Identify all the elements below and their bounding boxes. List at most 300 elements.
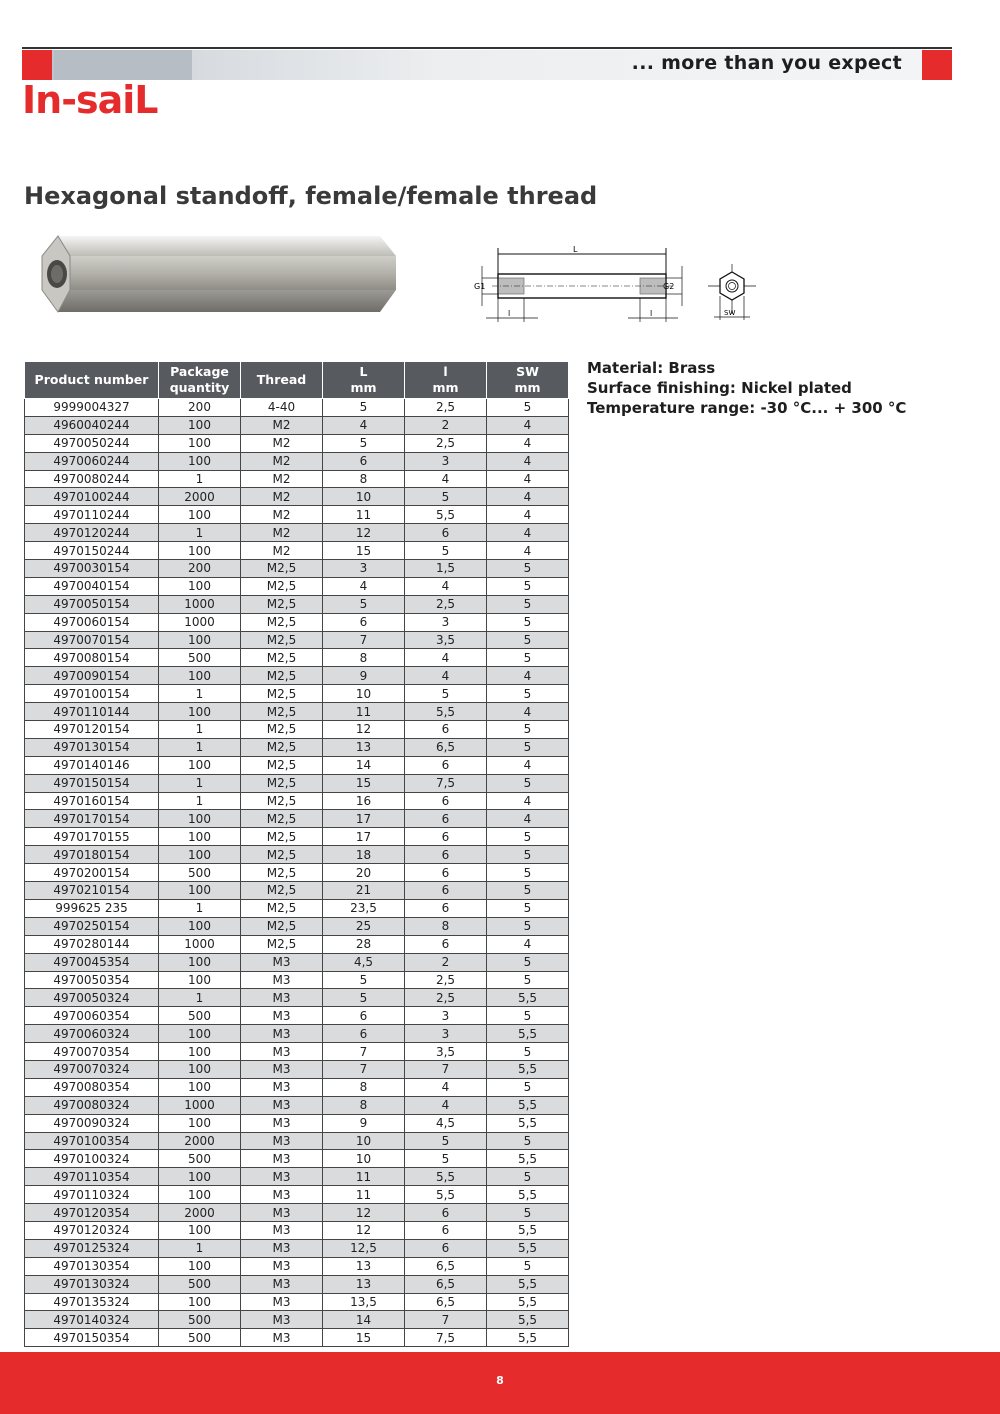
table-row <box>25 1329 569 1347</box>
table-cell: M2,5 <box>241 649 323 667</box>
table-cell: 4970150154 <box>25 774 159 792</box>
table-cell: 5,5 <box>487 1239 569 1257</box>
table-cell: 200 <box>159 560 241 578</box>
table-cell: 5 <box>487 899 569 917</box>
table-row <box>25 1007 569 1025</box>
table-cell: M2,5 <box>241 703 323 721</box>
table-cell: 1 <box>159 685 241 703</box>
table-cell: 4970080154 <box>25 649 159 667</box>
table-cell: M2,5 <box>241 577 323 595</box>
table-cell: 3 <box>323 560 405 578</box>
table-cell: 9999004327 <box>25 399 159 417</box>
table-cell: M3 <box>241 953 323 971</box>
spec-table <box>24 361 569 1347</box>
column-header <box>323 362 405 399</box>
table-cell: 4970160154 <box>25 792 159 810</box>
table-cell: 4970135324 <box>25 1293 159 1311</box>
table-cell: 4970280144 <box>25 935 159 953</box>
table-row <box>25 560 569 578</box>
table-cell: 500 <box>159 649 241 667</box>
table-cell: 1 <box>159 989 241 1007</box>
table-cell: 1 <box>159 792 241 810</box>
table-cell: 100 <box>159 542 241 560</box>
table-cell: 5,5 <box>405 703 487 721</box>
table-cell: 500 <box>159 1007 241 1025</box>
column-header <box>25 362 159 399</box>
table-cell: 100 <box>159 577 241 595</box>
table-cell: 4970130324 <box>25 1275 159 1293</box>
table-row <box>25 452 569 470</box>
table-cell: 5 <box>487 846 569 864</box>
table-cell: 4970250154 <box>25 917 159 935</box>
table-cell: 4970110324 <box>25 1186 159 1204</box>
table-row <box>25 864 569 882</box>
table-cell: 7 <box>405 1311 487 1329</box>
table-cell: 4 <box>487 667 569 685</box>
drawing-label-L: L <box>573 245 578 254</box>
table-row <box>25 774 569 792</box>
header-rule <box>22 47 952 49</box>
table-cell: 4 <box>405 577 487 595</box>
table-cell: 5 <box>405 685 487 703</box>
table-cell: M2 <box>241 488 323 506</box>
table-cell: 4970070354 <box>25 1043 159 1061</box>
header-grey-block <box>54 50 192 80</box>
table-cell: 1000 <box>159 1096 241 1114</box>
table-cell: 4 <box>487 810 569 828</box>
table-cell: 4 <box>487 935 569 953</box>
table-cell: 10 <box>323 1132 405 1150</box>
table-cell: 6 <box>323 613 405 631</box>
table-cell: 100 <box>159 1078 241 1096</box>
table-row <box>25 899 569 917</box>
table-cell: 4970090324 <box>25 1114 159 1132</box>
table-cell: 5 <box>487 577 569 595</box>
table-cell: 5 <box>487 1168 569 1186</box>
table-cell: 4 <box>487 542 569 560</box>
table-cell: 5 <box>487 882 569 900</box>
table-cell: 500 <box>159 864 241 882</box>
table-cell: M3 <box>241 1186 323 1204</box>
table-cell: M2 <box>241 524 323 542</box>
table-cell: 5 <box>323 595 405 613</box>
table-cell: M3 <box>241 1150 323 1168</box>
table-cell: 5 <box>487 953 569 971</box>
table-cell: 1 <box>159 1239 241 1257</box>
table-cell: M3 <box>241 1329 323 1347</box>
table-cell: 3,5 <box>405 631 487 649</box>
table-cell: 4,5 <box>405 1114 487 1132</box>
table-cell: 4970060244 <box>25 452 159 470</box>
table-cell: 100 <box>159 846 241 864</box>
table-cell: 4 <box>487 506 569 524</box>
table-cell: 1 <box>159 470 241 488</box>
table-cell: 16 <box>323 792 405 810</box>
tagline: ... more than you expect <box>631 52 902 74</box>
table-cell: 6 <box>405 864 487 882</box>
table-cell: 4970060154 <box>25 613 159 631</box>
table-cell: 7 <box>323 631 405 649</box>
table-cell: 4970100354 <box>25 1132 159 1150</box>
table-cell: M2,5 <box>241 685 323 703</box>
table-cell: M2,5 <box>241 738 323 756</box>
table-cell: M2,5 <box>241 917 323 935</box>
table-cell: 4970140324 <box>25 1311 159 1329</box>
table-cell: 7,5 <box>405 774 487 792</box>
table-cell: M3 <box>241 1311 323 1329</box>
table-cell: 5 <box>487 595 569 613</box>
table-cell: 8 <box>323 1078 405 1096</box>
table-cell: 12,5 <box>323 1239 405 1257</box>
column-header-line1: Package <box>170 364 229 379</box>
table-cell: 4970110144 <box>25 703 159 721</box>
table-cell: 6,5 <box>405 1293 487 1311</box>
table-cell: 17 <box>323 828 405 846</box>
table-row <box>25 721 569 739</box>
table-cell: 10 <box>323 685 405 703</box>
table-cell: 1 <box>159 738 241 756</box>
table-row <box>25 416 569 434</box>
table-cell: 5 <box>487 774 569 792</box>
table-cell: 4970210154 <box>25 882 159 900</box>
table-cell: 7,5 <box>405 1329 487 1347</box>
standoff-drawing <box>468 240 688 330</box>
table-cell: 200 <box>159 399 241 417</box>
table-cell: 13 <box>323 738 405 756</box>
table-cell: 15 <box>323 774 405 792</box>
table-cell: 100 <box>159 953 241 971</box>
column-header <box>487 362 569 399</box>
table-cell: M2,5 <box>241 756 323 774</box>
surface-finishing-line: Surface finishing: Nickel plated <box>587 379 852 397</box>
table-cell: 100 <box>159 1257 241 1275</box>
table-cell: 4970110354 <box>25 1168 159 1186</box>
table-cell: 5,5 <box>487 1221 569 1239</box>
table-cell: M2 <box>241 434 323 452</box>
table-cell: 5 <box>487 721 569 739</box>
table-cell: 1 <box>159 721 241 739</box>
table-cell: 100 <box>159 810 241 828</box>
table-cell: M2,5 <box>241 899 323 917</box>
table-cell: 8 <box>323 649 405 667</box>
table-cell: 6,5 <box>405 1257 487 1275</box>
table-cell: M2,5 <box>241 613 323 631</box>
table-cell: 5 <box>487 1078 569 1096</box>
table-cell: 4970140146 <box>25 756 159 774</box>
table-cell: 5,5 <box>405 1168 487 1186</box>
table-cell: M2,5 <box>241 828 323 846</box>
table-row <box>25 613 569 631</box>
table-cell: M2,5 <box>241 846 323 864</box>
table-cell: 4970170154 <box>25 810 159 828</box>
table-row <box>25 989 569 1007</box>
table-row <box>25 1078 569 1096</box>
table-cell: 100 <box>159 917 241 935</box>
table-cell: 6 <box>405 882 487 900</box>
table-cell: 5 <box>487 738 569 756</box>
table-cell: M2,5 <box>241 864 323 882</box>
table-cell: 100 <box>159 882 241 900</box>
table-cell: 10 <box>323 488 405 506</box>
table-cell: 5 <box>487 917 569 935</box>
table-cell: 5 <box>323 399 405 417</box>
table-cell: 6 <box>323 1025 405 1043</box>
table-cell: 4970130154 <box>25 738 159 756</box>
table-cell: 4 <box>405 470 487 488</box>
table-cell: 21 <box>323 882 405 900</box>
table-cell: 5 <box>487 1132 569 1150</box>
table-cell: 100 <box>159 756 241 774</box>
table-cell: 5,5 <box>405 1186 487 1204</box>
table-cell: 15 <box>323 1329 405 1347</box>
table-row <box>25 667 569 685</box>
table-cell: 100 <box>159 434 241 452</box>
table-cell: 20 <box>323 864 405 882</box>
table-cell: 13 <box>323 1275 405 1293</box>
table-row <box>25 1204 569 1222</box>
table-row <box>25 1132 569 1150</box>
table-row <box>25 1060 569 1078</box>
table-cell: 4970060354 <box>25 1007 159 1025</box>
table-cell: 4970120324 <box>25 1221 159 1239</box>
table-row <box>25 488 569 506</box>
table-cell: 5,5 <box>487 1114 569 1132</box>
table-cell: 4 <box>405 667 487 685</box>
table-cell: M3 <box>241 1257 323 1275</box>
table-row <box>25 399 569 417</box>
table-cell: 500 <box>159 1275 241 1293</box>
table-cell: 1 <box>159 524 241 542</box>
table-cell: 4970050324 <box>25 989 159 1007</box>
table-cell: 4970120354 <box>25 1204 159 1222</box>
table-cell: 4970150244 <box>25 542 159 560</box>
table-cell: 4970060324 <box>25 1025 159 1043</box>
table-cell: 5 <box>487 1257 569 1275</box>
table-cell: 11 <box>323 506 405 524</box>
table-cell: 5 <box>487 1043 569 1061</box>
table-cell: M2,5 <box>241 774 323 792</box>
table-row <box>25 1186 569 1204</box>
table-cell: M3 <box>241 1043 323 1061</box>
material-line: Material: Brass <box>587 359 716 377</box>
table-cell: 8 <box>405 917 487 935</box>
table-cell: 4970090154 <box>25 667 159 685</box>
table-cell: M3 <box>241 1168 323 1186</box>
table-row <box>25 1096 569 1114</box>
table-cell: M2,5 <box>241 810 323 828</box>
table-cell: 8 <box>323 470 405 488</box>
table-cell: 5,5 <box>487 1096 569 1114</box>
table-row <box>25 577 569 595</box>
page-title: Hexagonal standoff, female/female thread <box>24 182 598 210</box>
table-cell: 5 <box>487 560 569 578</box>
table-cell: 5,5 <box>487 1150 569 1168</box>
table-row <box>25 1150 569 1168</box>
table-cell: 15 <box>323 542 405 560</box>
table-cell: 6 <box>405 810 487 828</box>
column-header-line1: L <box>359 364 368 379</box>
table-cell: 2,5 <box>405 971 487 989</box>
table-row <box>25 1114 569 1132</box>
table-cell: 100 <box>159 971 241 989</box>
table-cell: 5 <box>323 989 405 1007</box>
table-cell: M3 <box>241 989 323 1007</box>
table-cell: 4970100154 <box>25 685 159 703</box>
table-cell: 4970120244 <box>25 524 159 542</box>
table-cell: 1 <box>159 774 241 792</box>
table-cell: M3 <box>241 1221 323 1239</box>
table-cell: 2 <box>405 953 487 971</box>
table-cell: 5 <box>323 434 405 452</box>
table-cell: 5 <box>405 488 487 506</box>
table-cell: 12 <box>323 524 405 542</box>
table-cell: 2000 <box>159 1132 241 1150</box>
table-row <box>25 1239 569 1257</box>
table-cell: 25 <box>323 917 405 935</box>
table-cell: 4960040244 <box>25 416 159 434</box>
table-cell: 6 <box>405 721 487 739</box>
drawing-label-l-left: l <box>508 309 511 318</box>
table-cell: 5 <box>405 1132 487 1150</box>
table-row <box>25 846 569 864</box>
table-cell: 5,5 <box>487 1025 569 1043</box>
table-row <box>25 971 569 989</box>
spec-table-header <box>25 362 569 399</box>
table-cell: 4970080324 <box>25 1096 159 1114</box>
table-cell: 4970070324 <box>25 1060 159 1078</box>
standoff-photo <box>40 228 400 320</box>
table-cell: M2 <box>241 452 323 470</box>
table-cell: M3 <box>241 1114 323 1132</box>
table-cell: 6 <box>405 792 487 810</box>
table-cell: M2,5 <box>241 560 323 578</box>
table-cell: 4970050354 <box>25 971 159 989</box>
table-cell: 4970125324 <box>25 1239 159 1257</box>
table-row <box>25 542 569 560</box>
table-row <box>25 631 569 649</box>
table-cell: 5 <box>323 971 405 989</box>
brand-logo: In-saiL <box>22 78 158 122</box>
table-cell: 4970180154 <box>25 846 159 864</box>
table-cell: 100 <box>159 631 241 649</box>
table-row <box>25 738 569 756</box>
table-cell: 1000 <box>159 613 241 631</box>
table-cell: 4970050154 <box>25 595 159 613</box>
table-row <box>25 506 569 524</box>
table-cell: 10 <box>323 1150 405 1168</box>
table-cell: 100 <box>159 703 241 721</box>
table-cell: 5,5 <box>487 1329 569 1347</box>
table-cell: 500 <box>159 1329 241 1347</box>
table-cell: 4970150354 <box>25 1329 159 1347</box>
table-cell: 4 <box>487 488 569 506</box>
table-cell: 3,5 <box>405 1043 487 1061</box>
table-cell: 14 <box>323 1311 405 1329</box>
table-cell: 5 <box>487 864 569 882</box>
table-cell: 23,5 <box>323 899 405 917</box>
table-cell: 4 <box>487 434 569 452</box>
table-cell: 5 <box>487 685 569 703</box>
table-cell: 4970100244 <box>25 488 159 506</box>
table-cell: 4 <box>487 792 569 810</box>
table-cell: 11 <box>323 703 405 721</box>
table-cell: M2,5 <box>241 595 323 613</box>
table-cell: M3 <box>241 1239 323 1257</box>
table-cell: 5,5 <box>405 506 487 524</box>
table-cell: 2,5 <box>405 434 487 452</box>
table-cell: 6 <box>405 1239 487 1257</box>
table-cell: 4 <box>487 416 569 434</box>
table-row <box>25 1293 569 1311</box>
header-red-block-left <box>22 50 52 80</box>
drawing-label-l-right: l <box>650 309 653 318</box>
table-cell: 2 <box>405 416 487 434</box>
column-header-line1: Product number <box>34 372 149 387</box>
table-cell: 5 <box>405 542 487 560</box>
table-cell: M2,5 <box>241 935 323 953</box>
table-cell: 6,5 <box>405 1275 487 1293</box>
table-cell: 4,5 <box>323 953 405 971</box>
table-cell: 4970050244 <box>25 434 159 452</box>
table-row <box>25 685 569 703</box>
table-cell: 2,5 <box>405 399 487 417</box>
table-cell: 500 <box>159 1150 241 1168</box>
table-cell: 6 <box>405 1204 487 1222</box>
table-cell: 4 <box>487 756 569 774</box>
table-cell: 4970120154 <box>25 721 159 739</box>
table-cell: 5 <box>487 828 569 846</box>
table-row <box>25 828 569 846</box>
column-header-line1: Thread <box>256 372 307 387</box>
table-cell: 11 <box>323 1168 405 1186</box>
table-cell: 3 <box>405 1007 487 1025</box>
table-cell: 1,5 <box>405 560 487 578</box>
table-cell: 6 <box>405 899 487 917</box>
table-row <box>25 470 569 488</box>
table-cell: 100 <box>159 1186 241 1204</box>
table-cell: 4970080354 <box>25 1078 159 1096</box>
table-cell: 5,5 <box>487 1293 569 1311</box>
column-header-line1: l <box>443 364 448 379</box>
table-cell: 100 <box>159 452 241 470</box>
table-cell: 11 <box>323 1186 405 1204</box>
table-cell: 5,5 <box>487 1186 569 1204</box>
table-cell: 18 <box>323 846 405 864</box>
table-row <box>25 524 569 542</box>
table-cell: 4 <box>487 524 569 542</box>
header-red-block-right <box>922 50 952 80</box>
column-header-line2: mm <box>514 380 541 395</box>
table-cell: 5 <box>405 1150 487 1168</box>
table-row <box>25 756 569 774</box>
table-cell: 100 <box>159 1114 241 1132</box>
column-header-line2: mm <box>350 380 377 395</box>
table-cell: 5 <box>487 399 569 417</box>
column-header-line1: SW <box>516 364 539 379</box>
table-cell: M3 <box>241 1275 323 1293</box>
drawing-label-G2: G2 <box>663 282 675 291</box>
table-cell: 13 <box>323 1257 405 1275</box>
table-cell: 4 <box>405 1078 487 1096</box>
table-cell: 5,5 <box>487 989 569 1007</box>
table-cell: 28 <box>323 935 405 953</box>
column-header <box>405 362 487 399</box>
table-row <box>25 1025 569 1043</box>
table-row <box>25 810 569 828</box>
table-cell: M3 <box>241 1078 323 1096</box>
column-header <box>241 362 323 399</box>
table-cell: 4 <box>487 703 569 721</box>
